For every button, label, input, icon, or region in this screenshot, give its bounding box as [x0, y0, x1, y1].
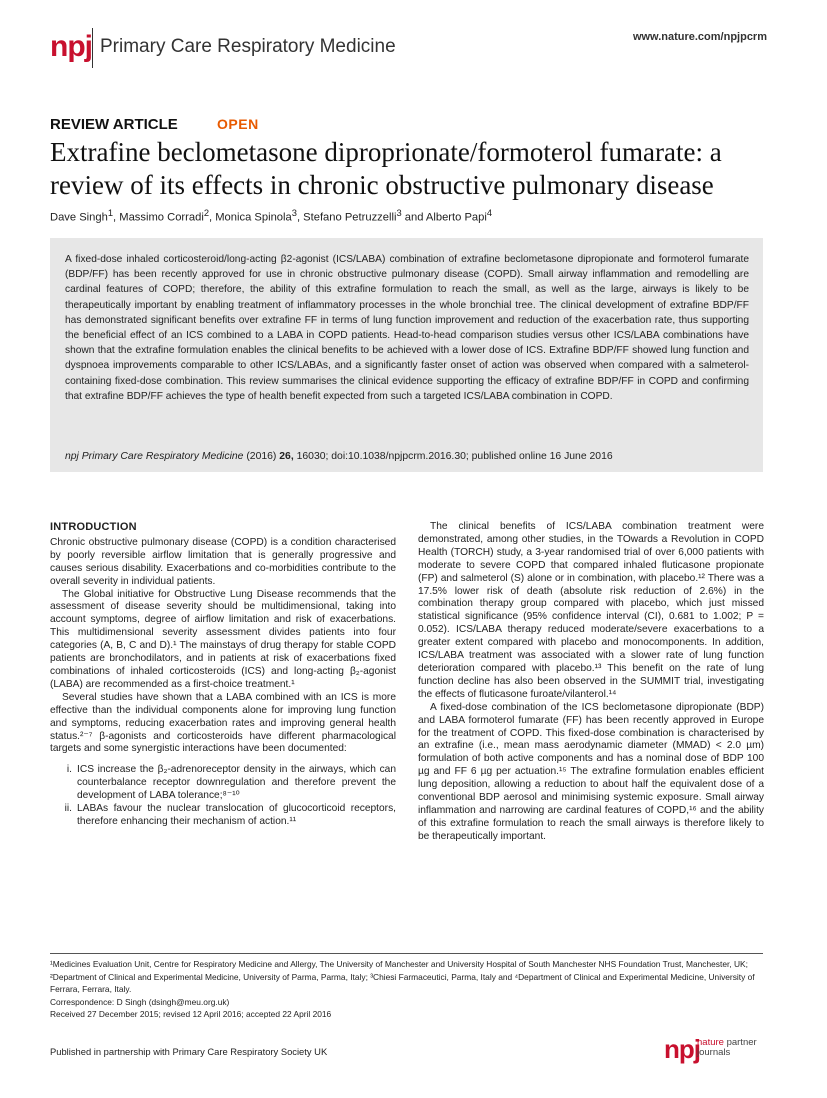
open-access-badge: OPEN	[217, 116, 259, 132]
list-item-text: LABAs favour the nuclear translocation of glucocorticoid receptors, therefore enhancing their mechanism of action.¹¹	[77, 803, 396, 827]
author[interactable]: Massimo Corradi	[119, 211, 204, 224]
author-affiliation-sup: 3	[396, 208, 402, 218]
list-item-text: ICS increase the β₂-adrenoreceptor density in the airways, which can counterbalance receptor downregulation and therefore prevent the development of LABA tolerance;⁸⁻¹⁰	[77, 764, 396, 802]
author-affiliation-sup: 3	[291, 208, 297, 218]
journal-name: Primary Care Respiratory Medicine	[100, 36, 396, 57]
list-item	[50, 803, 396, 829]
npj-partner-logo: npj	[664, 1034, 700, 1064]
citation-journal: npj Primary Care Respiratory Medicine	[65, 451, 244, 462]
citation-doi: 16030; doi:10.1038/npjpcrm.2016.30; published online 16 June 2016	[296, 451, 613, 462]
footnote-divider	[50, 953, 763, 954]
list-item-number: ii.	[64, 803, 72, 815]
logo-divider	[92, 28, 93, 68]
citation-year: (2016)	[246, 451, 277, 462]
article-title: Extrafine beclometasone diproprionate/formoterol fumarate: a review of its effects in chronic obstructive pulmonary disease	[50, 137, 722, 200]
mechanism-list	[50, 764, 396, 829]
journal-url-link[interactable]: www.nature.com/npjpcrm	[632, 31, 767, 43]
author[interactable]: Stefano Petruzzelli	[303, 211, 397, 224]
correspondence[interactable]: Correspondence: D Singh (dsingh@meu.org.uk)	[50, 996, 230, 1007]
body-column-right	[418, 521, 764, 844]
footnotes	[50, 958, 763, 1021]
author[interactable]: Alberto Papi	[425, 211, 487, 224]
npj-logo: npj	[50, 30, 92, 63]
citation-volume: 26,	[279, 451, 294, 462]
partner-word-nature: nature	[697, 1037, 724, 1048]
author-list: Dave Singh$^1$, Massimo Corradi$^2$, Monica Spinola$^3$, Stefano Petruzzelli$^3$ and Alberto Papi$^4$	[50, 208, 493, 224]
article-type-label: REVIEW ARTICLE	[50, 116, 178, 133]
list-item	[50, 764, 396, 803]
body-paragraph: Chronic obstructive pulmonary disease (COPD) is a condition characterised by poorly reversible airflow limitation that is generally progressive and causes serious disability. Exacerbations and co-morbidities contribute to the overall severity in individual patients.	[50, 536, 396, 587]
section-heading-introduction: INTRODUCTION	[50, 521, 137, 533]
partner-word-journals: journals	[697, 1047, 731, 1058]
citation-line	[65, 451, 749, 462]
affiliations: ¹Medicines Evaluation Unit, Centre for Respiratory Medicine and Allergy, The University of Manchester and University Hospital of South Manchester NHS Foundation Trust, Manchester, UK; ²Department of Clinical and Experimental Medicine, University of Parma, Parma, Italy; ³Chiesi Farmaceutici, Parma, Italy and ⁴Department of Clinical and Experimental Medicine, University of Ferrara, Ferrara, Italy.	[50, 959, 755, 995]
partner-word-partner: partner	[726, 1037, 757, 1048]
body-paragraph: The clinical benefits of ICS/LABA combination treatment were demonstrated, among other studies, in the TOwards a Revolution in COPD Health (TORCH) study, a 3-year randomised trial of over 6,000 patients with moderate to severe COPD that compared inhaled fluticasone propionate (FP) and salmeterol (S) alone or in combination, with placebo.¹² There was a 17.5% lower risk of death (absolute risk reduction of 2.6%) in the combination therapy group compared with placebo, which just missed statistical significance (95% confidence interval (CI), 0.681 to 1.002; P = 0.052). ICS/LABA therapy reduced moderate/severe exacerbations to a greater extent compared with placebo and monocomponents. In addition, ICS/LABA treatment was associated with a slower rate of lung function deterioration compared with placebo.¹³ This benefit on the rate of lung function decline has also been observed in the SUMMIT trial, investigating the effects of fluticasone furoate/vilanterol.¹⁴	[418, 521, 764, 700]
author-affiliation-sup: 4	[486, 208, 493, 218]
author[interactable]: Dave Singh	[50, 211, 108, 224]
author-affiliation-sup: 1	[107, 208, 114, 218]
body-paragraph: A fixed-dose combination of the ICS beclometasone dipropionate (BDP) and LABA formoterol fumarate (FF) has been recently approved in Europe for the treatment of COPD. This fixed-dose combination is characterised by an extrafine (i.e., mean mass aerodynamic diameter (MMAD) < 2.0 µm) formulation of both active components and has a nominal dose of BDP 100 µg and FF 6 µg per actuation.¹⁵ The extrafine formulation enables efficient lung deposition, allowing a reduction to about half the equivalent dose of a conventional BDP aerosol and minimising systemic exposure. Small airway inflammation and narrowing are cardinal features of COPD,¹⁶ and the ability of this extrafine formulation to reach the small airways is therefore likely to be therapeutically important.	[418, 701, 764, 842]
body-paragraph: The Global initiative for Obstructive Lung Disease recommends that the assessment of disease severity should be multidimensional, taking into account symptoms, degree of airflow limitation and risk of exacerbations. This multidimensional severity assessment divides patients into four categories (A, B, C and D).¹ The mainstays of drug therapy for stable COPD patients are bronchodilators, and in patients at risk of exacerbations fixed combinations of inhaled corticosteroids (ICS) and long-acting β₂-agonist (LABA) are recommended as a first-choice treatment.¹	[50, 588, 396, 690]
author-affiliation-sup: 2	[203, 208, 210, 218]
published-partnership-line: Published in partnership with Primary Care Respiratory Society UK	[50, 1046, 328, 1057]
abstract-text: A fixed-dose inhaled corticosteroid/long-acting β2-agonist (ICS/LABA) combination of extrafine beclometasone dipropionate and formoterol fumarate (BDP/FF) has been recently approved for use in chronic obstructive pulmonary disease (COPD). Small airway inflammation and remodelling are cardinal features of COPD; therefore, the ability of this extrafine formulation to reach the small, as well as the large, airways is likely to be therapeutically important by enabling treatment of inflammatory processes in the whole bronchial tree. The clinical development of extrafine BDP/FF has demonstrated significant benefits over extrafine FF in terms of lung function improvement and reduction of the exacerbation rate, thus supporting the beneficial effect of an ICS combined to a LABA in COPD patients. Head-to-head comparison studies versus other ICS/LABA combinations have shown that the extrafine formulation enables the clinical benefits to be achieved with a lower dose of ICS. Extrafine BDP/FF showed lung function and dyspnoea improvements comparable to other ICS/LABAs, and a significantly faster onset of action was observed when compared with a salmeterol-containing fixed-dose combination. This review summarises the clinical evidence supporting the efficacy of extrafine BDP/FF in COPD and confirming that extrafine BDP/FF achieves the type of health benefit expected from such a targeted ICS/LABA combination in COPD.	[65, 254, 749, 402]
list-item-number: i.	[66, 764, 72, 776]
received-dates: Received 27 December 2015; revised 12 April 2016; accepted 22 April 2016	[50, 1009, 332, 1020]
partner-journals-wordmark	[697, 1038, 757, 1058]
body-column-left	[50, 521, 396, 829]
body-paragraph: Several studies have shown that a LABA combined with an ICS is more effective than the individual components alone for improving lung function and symptoms, reducing exacerbation rates and improving general health status.²⁻⁷ β-agonists and corticosteroids have different pharmacological targets and some synergistic interactions have been documented:	[50, 691, 396, 755]
author[interactable]: Monica Spinola	[215, 211, 292, 224]
